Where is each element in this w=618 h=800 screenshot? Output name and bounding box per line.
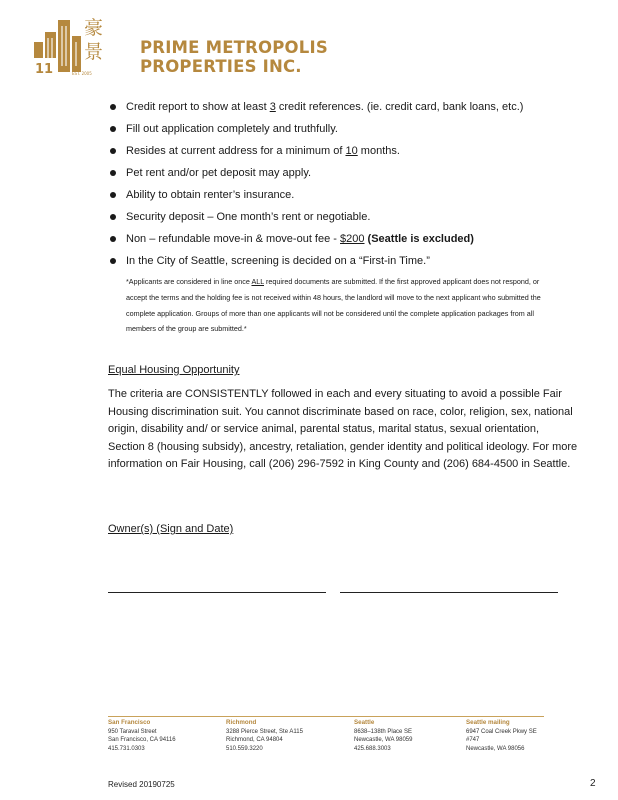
requirement-text: 3 — [269, 101, 276, 113]
requirements-list — [108, 96, 578, 272]
requirement-text: Security deposit – One month’s rent or negotiable. — [126, 211, 371, 223]
office-address: 3288 Pierce Street, Ste A115 — [226, 728, 303, 735]
brand-name-line1: PRIME METROPOLIS — [140, 38, 328, 57]
office-name: Richmond — [226, 719, 257, 726]
footer-divider — [108, 716, 544, 717]
bullet-icon — [110, 126, 116, 132]
office-name: Seattle mailing — [466, 719, 510, 726]
office-address: 8638–138th Place SE — [354, 728, 413, 735]
office-seattle — [354, 719, 412, 753]
equal-housing-body: The criteria are CONSISTENTLY followed in each and every situating to avoid a possible Fair Housing discrimination suit. You cannot discriminate based on race, color, religion, sex, national origin, disability and/ or service animal, parental status, marital status, sexual orientation, Section 8 (housing subsidy), ancestry, retaliation, gender identity and political ideology. For more information on Fair Housing, call (206) 296-7592 in King County and (206) 684-4500 in Seattle. — [108, 388, 578, 470]
office-san-francisco — [108, 719, 176, 753]
office-name: Seattle — [354, 719, 375, 726]
company-logo — [32, 12, 328, 78]
office-seattle-mailing — [466, 719, 537, 753]
office-phone: 510.559.3220 — [226, 745, 263, 752]
requirement-text: 10 — [345, 145, 358, 157]
requirement-text: $200 — [340, 233, 365, 245]
requirement-text: Ability to obtain renter’s insurance. — [126, 189, 295, 201]
requirement-text: Credit report to show at least — [126, 101, 270, 113]
owner-sign-title: Owner(s) (Sign and Date) — [108, 523, 234, 535]
chinese-char-2: 景 — [84, 41, 104, 63]
office-suite: #747 — [466, 737, 480, 744]
bullet-icon — [110, 258, 116, 264]
bullet-icon — [110, 192, 116, 198]
office-address: 950 Taraval Street — [108, 728, 157, 735]
requirement-item — [108, 96, 578, 118]
requirement-item — [108, 228, 578, 250]
requirement-item — [108, 184, 578, 206]
requirement-text: credit references. (ie. credit card, bank loans, etc.) — [275, 101, 524, 113]
requirement-text: months. — [357, 145, 400, 157]
office-richmond — [226, 719, 303, 753]
requirement-item — [108, 250, 578, 272]
requirement-text: Resides at current address for a minimum of — [126, 145, 346, 157]
office-phone: 415.731.0303 — [108, 745, 145, 752]
office-city: Newcastle, WA 98056 — [466, 745, 525, 752]
revision-date: Revised 20190725 — [108, 780, 175, 789]
requirement-text: Pet rent and/or pet deposit may apply. — [126, 167, 312, 179]
requirement-item — [108, 162, 578, 184]
brand-name-line2: PROPERTIES INC. — [140, 57, 302, 76]
bullet-icon — [110, 148, 116, 154]
office-address: 6947 Coal Creek Pkwy SE — [466, 728, 537, 735]
office-city: Newcastle, WA 98059 — [354, 737, 413, 744]
office-name: San Francisco — [108, 719, 151, 726]
date-line — [340, 592, 558, 593]
office-city: San Francisco, CA 94116 — [108, 737, 176, 744]
requirement-text: Fill out application completely and truthfully. — [126, 123, 338, 135]
note-text-after: required documents are submitted. If the first approved applicant does not respond, or accept the terms and the holding fee is not received within 48 hours, the landlord will move to the next applicant who submitted the complete application. Groups of more than one applicants will not be considered until the complete application packages from all members of the group are submitted.* — [126, 277, 541, 334]
requirement-item — [108, 140, 578, 162]
note-text-before: *Applicants are considered in line once — [126, 277, 252, 286]
requirement-text: Non – refundable move-in & move-out fee - — [126, 233, 341, 245]
requirement-item — [108, 118, 578, 140]
bullet-icon — [110, 104, 116, 110]
office-city: Richmond, CA 94804 — [226, 737, 283, 744]
requirement-item — [108, 206, 578, 228]
chinese-char-1: 豪 — [84, 17, 104, 39]
applicant-note — [126, 274, 562, 337]
requirement-text: (Seattle is excluded) — [364, 233, 474, 245]
signature-line — [108, 592, 326, 593]
office-phone: 425.688.3003 — [354, 745, 391, 752]
equal-housing-title: Equal Housing Opportunity — [108, 364, 240, 376]
bullet-icon — [110, 214, 116, 220]
note-underlined: ALL — [251, 277, 264, 286]
logo-small-text: EST. 2005 — [72, 71, 92, 76]
bullet-icon — [110, 170, 116, 176]
requirement-text: In the City of Seattle, screening is decided on a “First-in Time.” — [126, 255, 430, 267]
bullet-icon — [110, 236, 116, 242]
logo-number: 11 — [35, 62, 54, 77]
building-logo-icon — [32, 12, 110, 78]
page-number: 2 — [590, 778, 596, 789]
